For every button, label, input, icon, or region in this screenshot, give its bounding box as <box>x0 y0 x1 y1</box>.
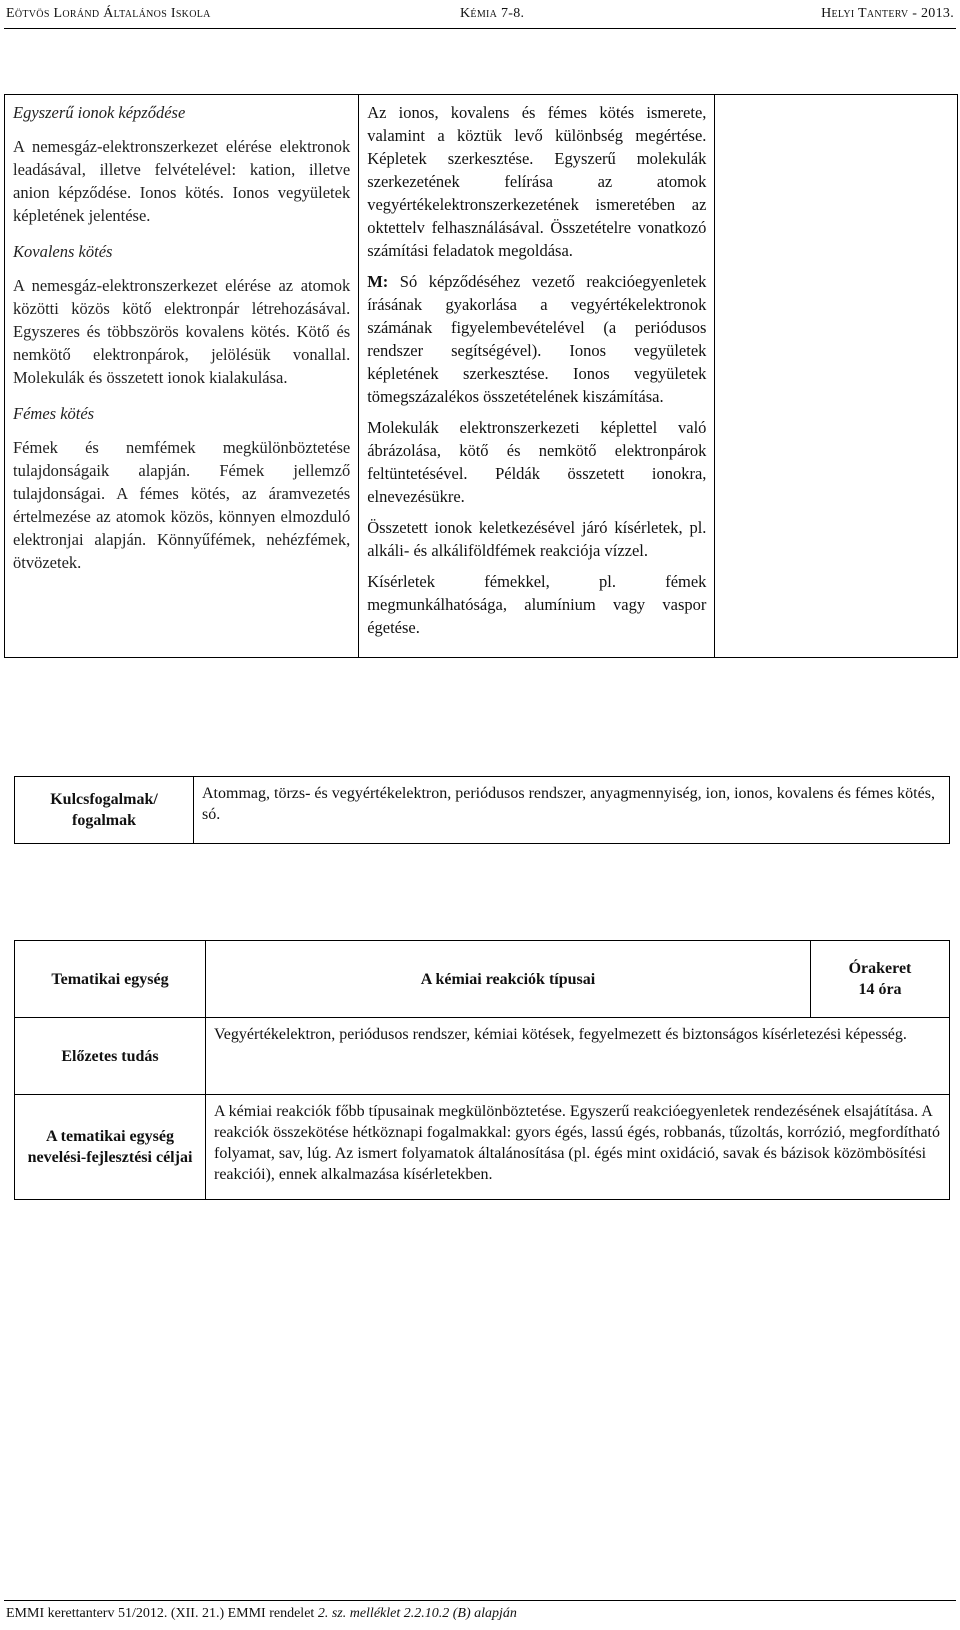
section-title-covalent: Kovalens kötés <box>13 242 113 261</box>
section-text-covalent: A nemesgáz-elektronszerkezet elérése az atomok közötti közös kötő elektronpár létrehozásával. Egyszeres és többszörös kovalens kötés. Kötő és nemkötő elektronpárok, jelölésük vonallal. Molekulák és összetett ionok kialakulása. <box>13 276 351 387</box>
goals-label: A tematikai egység nevelési-fejlesztési céljai <box>15 1095 206 1200</box>
footer-text: EMMI kerettanterv 51/2012. (XII. 21.) EMMI rendelet 2. sz. melléklet 2.2.10.2 (B) alapján <box>6 1606 517 1621</box>
activity-paragraph: Molekulák elektronszerkezeti képlettel való ábrázolása, kötő és nemkötő elektronpárok feltüntetésével. Példák összetett ionokra, elnevezésükre. <box>367 418 707 506</box>
key-concepts-table <box>14 776 950 844</box>
hours-label: Órakeret <box>848 960 912 977</box>
footer-rule <box>4 1600 956 1601</box>
section-text-metallic: Fémek és nemfémek megkülönböztetése tulajdonságaik alapján. Fémek jellemző tulajdonságai. A fémes kötés, az áramvezetés értelmezése az atomok közös, könnyen elmozduló elektronjai alapján. Könnyűfémek, nehézfémek, ötvözetek. <box>13 438 351 572</box>
topics-cell <box>5 95 359 658</box>
activity-paragraph: Az ionos, kovalens és fémes kötés ismerete, valamint a köztük levő különbség megértése. Képletek szerkesztése. Egyszerű molekulák szerkezetének felírása az atomok vegyértékelektronszerkezetének ismeretében az oktettelv felhasználásával. Összetételre vonatkozó számítási feladatok megoldása. <box>367 103 707 260</box>
hours-value: 14 óra <box>858 981 902 998</box>
header-subject: Kémia 7-8. <box>460 6 525 21</box>
header-curriculum: Helyi Tanterv - 2013. <box>821 6 954 21</box>
header-school: Eötvös Loránd Általános Iskola <box>6 6 211 21</box>
key-concepts-label: Kulcsfogalmak/ fogalmak <box>15 777 194 844</box>
empty-cell <box>715 95 958 658</box>
activities-cell <box>359 95 715 658</box>
unit-title: A kémiai reakciók típusai <box>206 941 811 1018</box>
section-text-ionic: A nemesgáz-elektronszerkezet elérése elektronok leadásával, illetve felvételével: kation, illetve anion képződése. Ionos kötés. Ionos vegyületek képletének jelentése. <box>13 137 351 225</box>
activity-label: M: <box>367 272 389 291</box>
activity-paragraph: Kísérletek fémekkel, pl. fémek megmunkálhatósága, alumínium vagy vaspor égetése. <box>367 572 707 637</box>
section-title-ionic: Egyszerű ionok képződése <box>13 103 186 122</box>
prior-knowledge-label: Előzetes tudás <box>15 1018 206 1095</box>
hours-cell <box>811 941 950 1018</box>
section-title-metallic: Fémes kötés <box>13 404 95 423</box>
page-header <box>0 4 960 28</box>
unit-label: Tematikai egység <box>15 941 206 1018</box>
unit-table <box>14 940 950 1200</box>
goals-value: A kémiai reakciók főbb típusainak megkülönböztetése. Egyszerű reakcióegyenletek rendezésének elsajátítása. A reakciók összekötése hétköznapi fogalmakkal: gyors égés, lassú égés, robbanás, tűzoltás, korrózió, megfordítható folyamat, sav, lúg. Az ismert folyamatok általánosítása (pl. égés mint oxidáció, savak és bázisok közömbösítési reakciói), ennek alkalmazása kísérletekben. <box>206 1095 950 1200</box>
activity-paragraph: M: Só képződéséhez vezető reakcióegyenletek írásának gyakorlása a vegyértékelektronok számának figyelembevételével (a periódusos rendszer segítségével). Ionos vegyületek képletének szerkesztése. Ionos vegyületek tömegszázalékos összetételének kiszámítása. <box>367 272 707 406</box>
content-table <box>4 94 958 658</box>
prior-knowledge-value: Vegyértékelektron, periódusos rendszer, kémiai kötések, fegyelmezett és biztonságos kísérletezési képesség. <box>206 1018 950 1095</box>
header-rule <box>4 28 956 29</box>
key-concepts-value: Atommag, törzs- és vegyértékelektron, periódusos rendszer, anyagmennyiség, ion, ionos, kovalens és fémes kötés, só. <box>194 777 950 844</box>
activity-paragraph: Összetett ionok keletkezésével járó kísérletek, pl. alkáli- és alkáliföldfémek reakciója vízzel. <box>367 518 707 560</box>
